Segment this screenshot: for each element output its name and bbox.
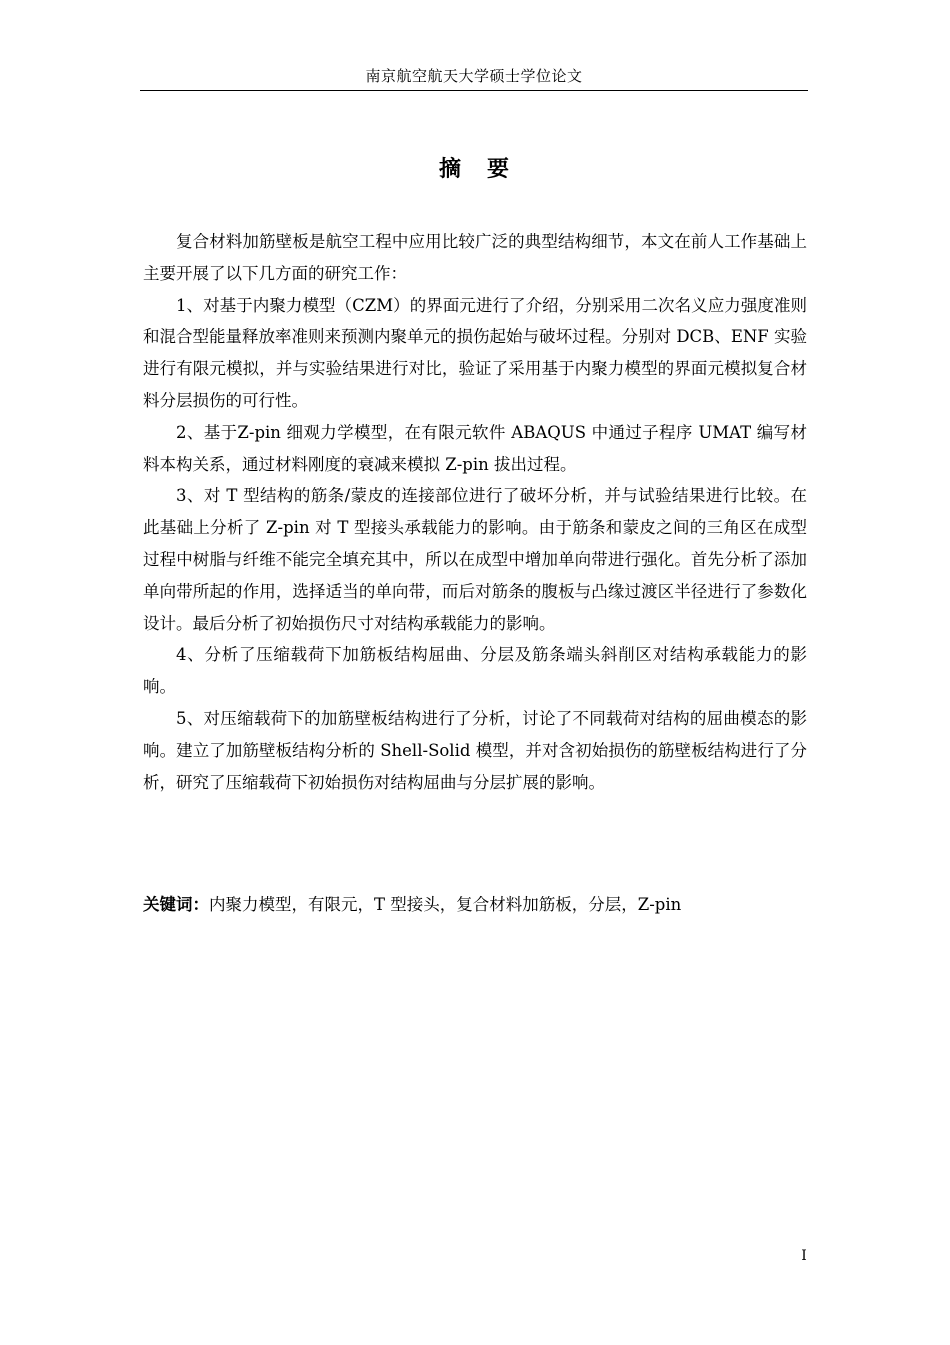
abstract-point-3: 3、对 T 型结构的筋条/蒙皮的连接部位进行了破坏分析，并与试验结果进行比较。在此基础上分析了 Z-pin 对 T 型接头承载能力的影响。由于筋条和蒙皮之间的三角区在成型过程中树脂与纤维不能完全填充其中，所以在成型中增加单向带进行强化。首先分析了添加单向带所起的作用，选择适当的单向带，而后对筋条的腹板与凸缘过渡区半径进行了参数化设计。最后分析了初始损伤尺寸对结构承载能力的影响。 <box>143 486 807 633</box>
abstract-intro-paragraph: 复合材料加筋壁板是航空工程中应用比较广泛的典型结构细节，本文在前人工作基础上主要开展了以下几方面的研究工作： <box>143 232 807 283</box>
page-number: I <box>801 1248 807 1264</box>
keywords-text: 内聚力模型，有限元，T 型接头，复合材料加筋板，分层，Z-pin <box>209 895 682 914</box>
keywords-label: 关键词： <box>143 895 209 914</box>
abstract-point-1: 1、对基于内聚力模型（CZM）的界面元进行了介绍，分别采用二次名义应力强度准则和混合型能量释放率准则来预测内聚单元的损伤起始与破坏过程。分别对 DCB、ENF 实验进行有限元模拟，并与实验结果进行对比，验证了采用基于内聚力模型的界面元模拟复合材料分层损伤的可行性。 <box>143 295 807 410</box>
running-header: 南京航空航天大学硕士学位论文 <box>365 67 583 85</box>
abstract-point-2: 2、基于Z-pin 细观力学模型，在有限元软件 ABAQUS 中通过子程序 UMAT 编写材料本构关系，通过材料刚度的衰减来模拟 Z-pin 拔出过程。 <box>143 422 807 474</box>
keywords-line <box>143 889 807 921</box>
abstract-point-5: 5、对压缩载荷下的加筋壁板结构进行了分析，讨论了不同载荷对结构的屈曲模态的影响。建立了加筋壁板结构分析的 Shell-Solid 模型，并对含初始损伤的筋壁板结构进行了分析，研究了压缩载荷下初始损伤对结构屈曲与分层扩展的影响。 <box>143 708 807 792</box>
abstract-title: 摘要 <box>438 156 535 182</box>
abstract-body <box>143 226 807 798</box>
header-rule <box>140 90 808 91</box>
abstract-point-4: 4、分析了压缩载荷下加筋板结构屈曲、分层及筋条端头斜削区对结构承载能力的影响。 <box>143 645 807 697</box>
